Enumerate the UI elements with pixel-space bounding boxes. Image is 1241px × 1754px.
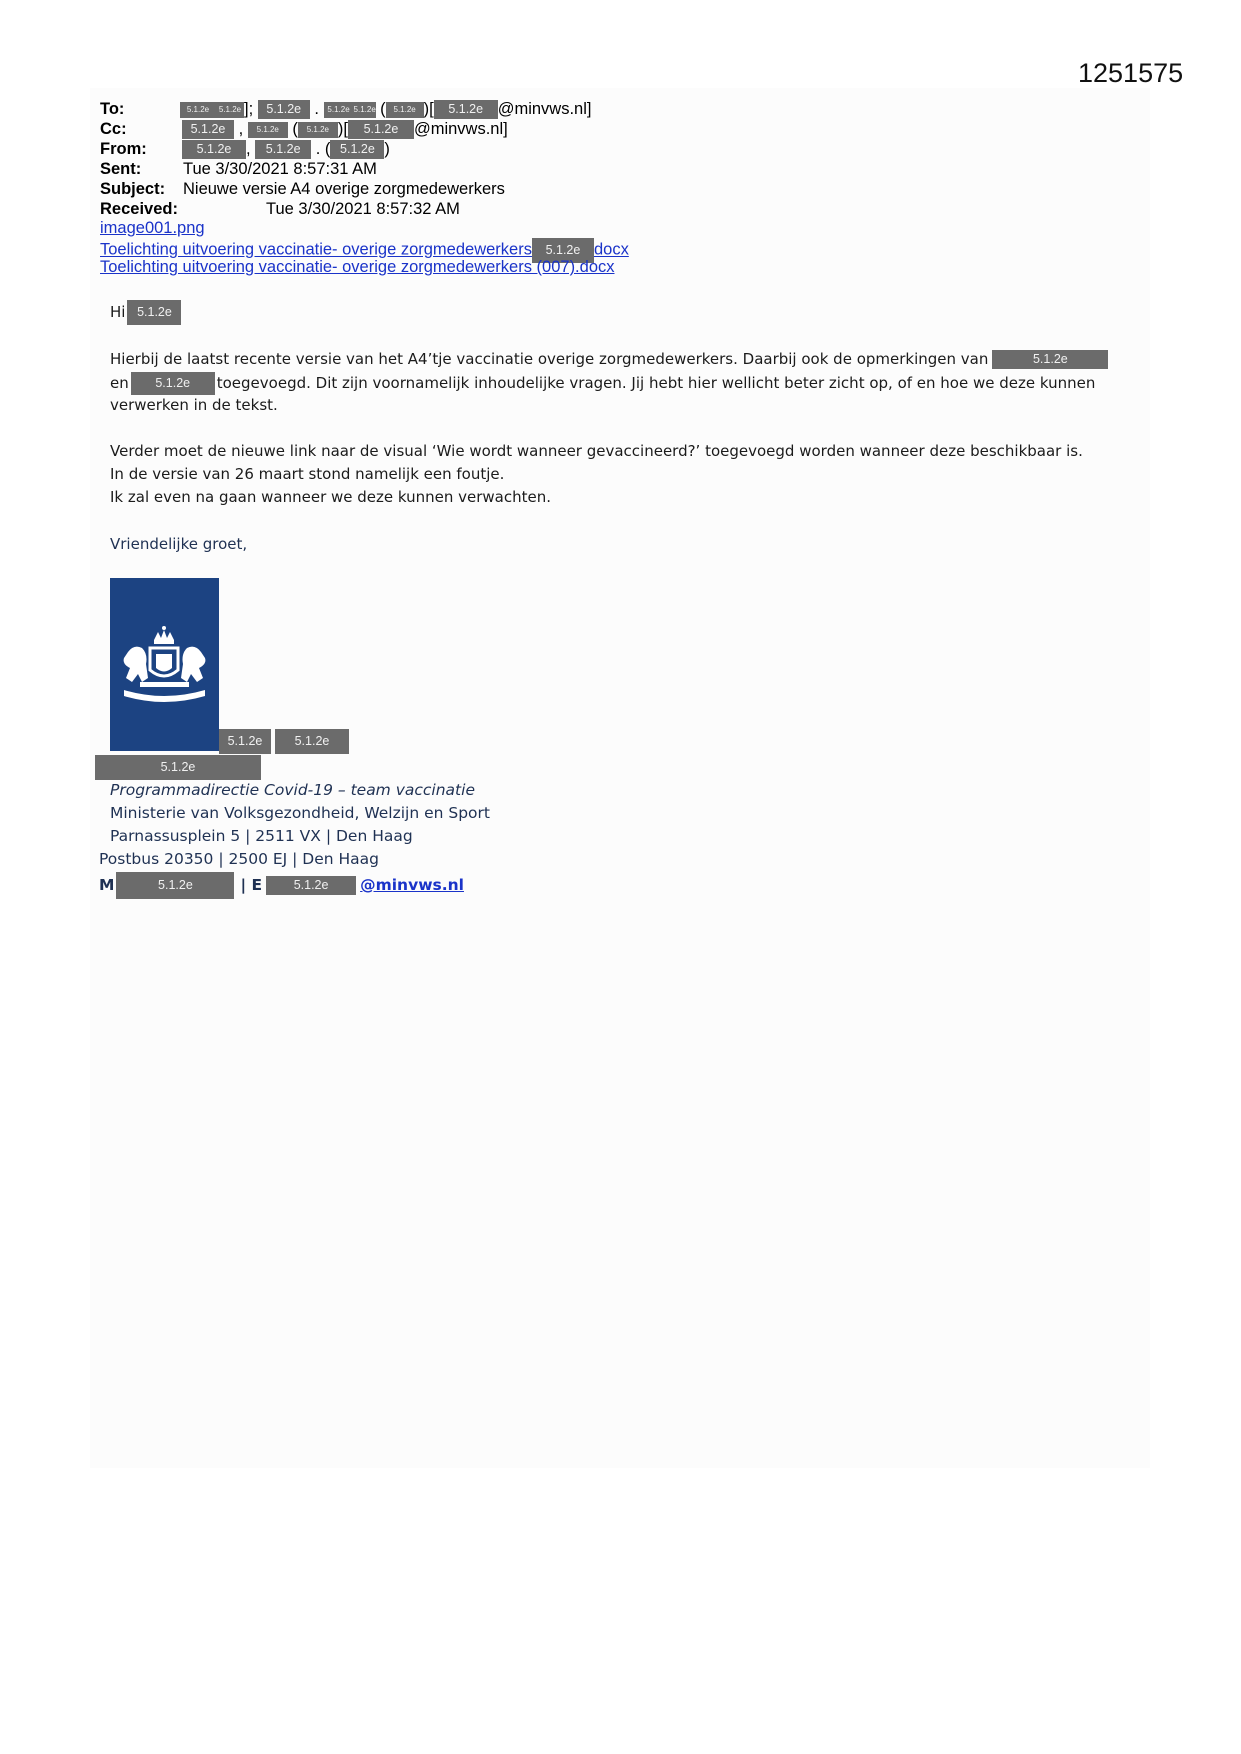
redaction-box: 5.1.2e <box>116 872 234 899</box>
attachment-name: Toelichting uitvoering vaccinatie- overige zorgmedewerkers <box>100 240 532 259</box>
separator: , <box>246 140 256 158</box>
received-value: Tue 3/30/2021 8:57:32 AM <box>266 200 460 218</box>
coat-of-arms-icon <box>110 578 219 751</box>
paragraph-line: In de versie van 26 maart stond namelijk een foutje. <box>110 465 505 483</box>
sent-value: Tue 3/30/2021 8:57:31 AM <box>183 160 377 178</box>
document-number: 1251575 <box>1078 58 1184 88</box>
subject-label: Subject: <box>100 180 166 198</box>
to-suffix: @minvws.nl] <box>497 100 592 118</box>
paragraph-line <box>110 372 1095 395</box>
redaction-box: 5.1.2e <box>992 350 1108 369</box>
from-value <box>182 139 390 159</box>
redaction-box: 5.1.2e <box>127 300 181 325</box>
rijksoverheid-logo <box>110 578 219 751</box>
closing: Vriendelijke groet, <box>110 535 248 553</box>
redaction-box: 5.1.2e <box>131 372 215 395</box>
greeting: Hi <box>110 302 126 321</box>
attachment-ext: docx <box>593 240 629 259</box>
signature-postbus: Postbus 20350 | 2500 EJ | Den Haag <box>99 850 380 868</box>
email-label: | E <box>240 875 263 894</box>
redaction-box: 5.1.2e <box>182 140 246 159</box>
redaction-box: 5.1.2e <box>386 102 424 118</box>
attachment-link[interactable]: Toelichting uitvoering vaccinatie- overige zorgmedewerkers (007).docx <box>100 258 615 276</box>
redaction-box: 5.1.2e <box>180 102 216 118</box>
redaction-box: 5.1.2e <box>354 102 376 118</box>
signature-name-row <box>219 729 349 754</box>
greeting-line <box>110 300 181 325</box>
redaction-box: 5.1.2e <box>266 876 356 895</box>
redaction-box: 5.1.2e <box>182 120 234 139</box>
signature-ministry: Ministerie van Volksgezondheid, Welzijn en Sport <box>110 804 490 822</box>
cc-suffix: @minvws.nl] <box>413 120 508 138</box>
separator: , <box>234 120 248 138</box>
paragraph-line: verwerken in de tekst. <box>110 396 278 414</box>
email-link[interactable]: @minvws.nl <box>360 875 464 894</box>
to-label: To: <box>100 100 125 118</box>
signature-contact <box>99 872 464 899</box>
cc-value <box>182 119 508 139</box>
redaction-box: 5.1.2e <box>219 729 271 754</box>
signature-dept: Programmadirectie Covid-19 – team vaccinatie <box>110 781 475 799</box>
separator: ( <box>287 120 298 138</box>
redaction-box: 5.1.2e <box>324 102 354 118</box>
received-label: Received: <box>100 200 178 218</box>
redaction-box: 5.1.2e <box>330 140 384 159</box>
sent-label: Sent: <box>100 160 142 178</box>
to-value <box>180 99 591 119</box>
paragraph-line: Verder moet de nieuwe link naar de visual ‘Wie wordt wanneer gevaccineerd?’ toegevoegd worden wanneer deze beschikbaar is. <box>110 442 1083 460</box>
separator: . ( <box>311 140 331 158</box>
paragraph-text: en <box>110 373 129 392</box>
signature-title-row <box>95 755 261 780</box>
separator: ]; <box>244 100 258 118</box>
redaction-box: 5.1.2e <box>298 122 338 138</box>
separator: )[ <box>423 100 434 118</box>
redaction-box: 5.1.2e <box>95 755 261 780</box>
redaction-box: 5.1.2e <box>434 100 498 119</box>
paragraph-line <box>110 349 1108 369</box>
paragraph-text: toegevoegd. Dit zijn voornamelijk inhoudelijke vragen. Jij hebt hier wellicht beter zicht op, of en hoe we deze kunnen <box>216 373 1096 392</box>
mobile-label: M <box>99 875 115 894</box>
redaction-box: 5.1.2e <box>216 102 244 118</box>
paragraph-line: Ik zal even na gaan wanneer we deze kunnen verwachten. <box>110 488 552 506</box>
separator: . <box>309 100 324 118</box>
separator: ) <box>384 140 390 158</box>
separator: )[ <box>337 120 348 138</box>
redaction-box: 5.1.2e <box>348 120 414 139</box>
redaction-box: 5.1.2e <box>532 238 594 263</box>
from-label: From: <box>100 140 147 158</box>
cc-label: Cc: <box>100 120 127 138</box>
redaction-box: 5.1.2e <box>258 100 310 119</box>
paragraph-text: Hierbij de laatst recente versie van het A4’tje vaccinatie overige zorgmedewerkers. Daarbij ook de opmerkingen van <box>110 350 989 368</box>
signature-address: Parnassusplein 5 | 2511 VX | Den Haag <box>110 827 413 845</box>
redaction-box: 5.1.2e <box>275 729 349 754</box>
redaction-box: 5.1.2e <box>255 140 311 159</box>
separator: ( <box>375 100 386 118</box>
subject-value: Nieuwe versie A4 overige zorgmedewerkers <box>183 180 505 198</box>
attachment-link[interactable]: image001.png <box>100 219 205 237</box>
redaction-box: 5.1.2e <box>248 122 288 138</box>
